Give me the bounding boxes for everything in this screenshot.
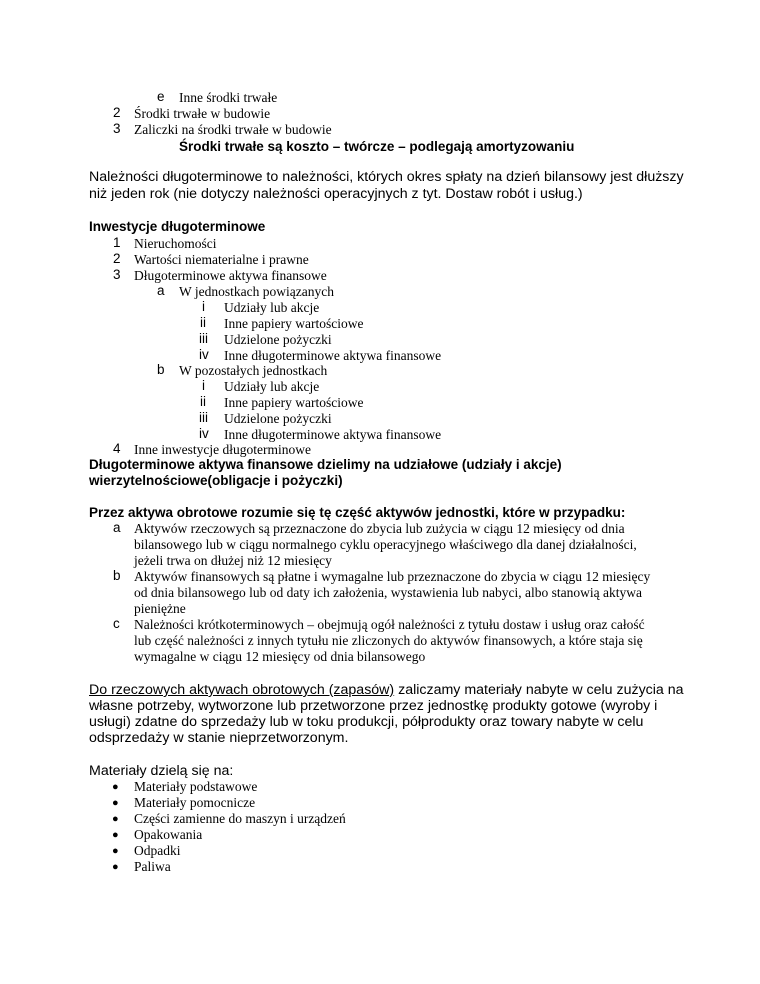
- list-marker-iv: iv: [199, 347, 209, 362]
- list-item-other-investments: Inne inwestycje długoterminowe: [134, 442, 311, 457]
- inventory-line1-rest: zaliczamy materiały nabyte w celu zużycia na: [394, 682, 684, 698]
- current-assets-c-line1: Należności krótkoterminowych – obejmują ogół należności z tytułu dostaw i usług oraz całość: [134, 617, 645, 632]
- list-item-shares: Udziały lub akcje: [224, 379, 320, 394]
- current-assets-a-line1: Aktywów rzeczowych są przeznaczone do zbycia lub zużycia w ciągu 12 miesięcy od dnia: [134, 521, 625, 536]
- heading-amortization: Środki trwałe są koszto – twórcze – podlegają amortyzowaniu: [179, 139, 575, 154]
- bullet-icon: ●: [112, 845, 119, 857]
- inventory-term: Do rzeczowych aktywach obrotowych (zapasów): [89, 682, 395, 698]
- list-item-material: Paliwa: [134, 859, 171, 874]
- list-marker-a: a: [113, 520, 121, 535]
- list-marker-c: c: [113, 616, 120, 631]
- current-assets-b-line3: pieniężne: [134, 601, 186, 616]
- list-item-loans: Udzielone pożyczki: [224, 411, 332, 426]
- list-marker-iii: iii: [199, 410, 208, 425]
- list-item-related-entities: W jednostkach powiązanych: [179, 284, 334, 299]
- list-marker-2: 2: [113, 251, 121, 266]
- list-item-material: Materiały podstawowe: [134, 779, 258, 794]
- bullet-icon: ●: [112, 781, 119, 793]
- list-marker-iii: iii: [199, 331, 208, 346]
- list-item-securities: Inne papiery wartościowe: [224, 316, 364, 331]
- statement-division-line2: wierzytelnościowe(obligacje i pożyczki): [89, 473, 343, 488]
- bullet-icon: ●: [112, 861, 119, 873]
- list-marker-ii: ii: [200, 315, 206, 330]
- list-marker-b: b: [113, 568, 121, 583]
- current-assets-b-line2: od dnia bilansowego lub od daty ich założenia, wystawienia lub nabyci, albo stanowią aktywa: [134, 585, 642, 600]
- paragraph-receivables-line1: Należności długoterminowe to należności, których okres spłaty na dzień bilansowy jest dłuższy: [89, 169, 684, 185]
- list-item-other-financial: Inne długoterminowe aktywa finansowe: [224, 427, 442, 442]
- heading-current-assets: Przez aktywa obrotowe rozumie się tę część aktywów jednostki, które w przypadku:: [89, 505, 626, 520]
- list-item-material: Opakowania: [134, 827, 203, 842]
- list-marker-3: 3: [113, 121, 121, 136]
- list-marker-i: i: [202, 299, 205, 314]
- list-item-real-estate: Nieruchomości: [134, 236, 217, 251]
- list-item-other-fixed-assets: Inne środki trwałe: [179, 90, 278, 105]
- list-marker-1: 1: [113, 235, 121, 250]
- paragraph-inventory-line1: [89, 682, 684, 698]
- list-marker-b: b: [157, 362, 165, 377]
- list-marker-e: e: [157, 89, 165, 104]
- list-item-material: Odpadki: [134, 843, 181, 858]
- list-marker-iv: iv: [199, 426, 209, 441]
- list-marker-3: 3: [113, 267, 121, 282]
- heading-materials: Materiały dzielą się na:: [89, 763, 234, 779]
- bullet-icon: ●: [112, 797, 119, 809]
- list-item-financial-assets: Długoterminowe aktywa finansowe: [134, 268, 327, 283]
- list-marker-ii: ii: [200, 394, 206, 409]
- list-marker-i: i: [202, 378, 205, 393]
- list-item-intangibles: Wartości niematerialne i prawne: [134, 252, 309, 267]
- paragraph-inventory-line2: własne potrzeby, wytworzone lub przetworzone przez jednostkę produkty gotowe (wyroby i: [89, 698, 658, 714]
- current-assets-c-line2: lub część należności z innych tytułu nie zliczonych do aktywów finansowych, a które staja się: [134, 633, 643, 648]
- bullet-icon: ●: [112, 829, 119, 841]
- list-item-loans: Udzielone pożyczki: [224, 332, 332, 347]
- list-item-other-financial: Inne długoterminowe aktywa finansowe: [224, 348, 442, 363]
- current-assets-c-line3: wymagalne w ciągu 12 miesięcy od dnia bilansowego: [134, 649, 426, 664]
- current-assets-a-line3: jeżeli trwa on dłużej niż 12 miesięcy: [134, 553, 332, 568]
- list-marker-a: a: [157, 283, 165, 298]
- list-item-material: Materiały pomocnicze: [134, 795, 256, 810]
- list-marker-2: 2: [113, 105, 121, 120]
- heading-long-term-investments: Inwestycje długoterminowe: [89, 219, 266, 234]
- list-item-material: Części zamienne do maszyn i urządzeń: [134, 811, 346, 826]
- current-assets-a-line2: bilansowego lub w ciągu normalnego cyklu operacyjnego właściwego dla danej działalności,: [134, 537, 637, 552]
- paragraph-inventory-line4: odsprzedaży w stanie nieprzetworzonym.: [89, 730, 349, 746]
- list-item-other-entities: W pozostałych jednostkach: [179, 363, 328, 378]
- statement-division-line1: Długoterminowe aktywa finansowe dzielimy na udziałowe (udziały i akcje): [89, 457, 562, 472]
- paragraph-receivables-line2: niż jeden rok (nie dotyczy należności operacyjnych z tyt. Dostaw robót i usług.): [89, 186, 583, 202]
- list-item-construction: Środki trwałe w budowie: [134, 106, 271, 121]
- list-marker-4: 4: [113, 441, 121, 456]
- list-item-securities: Inne papiery wartościowe: [224, 395, 364, 410]
- bullet-icon: ●: [112, 813, 119, 825]
- current-assets-b-line1: Aktywów finansowych są płatne i wymagalne lub przeznaczone do zbycia w ciągu 12 miesięcy: [134, 569, 651, 584]
- list-item-shares: Udziały lub akcje: [224, 300, 320, 315]
- paragraph-inventory-line3: usługi) zdatne do sprzedaży lub w toku produkcji, półprodukty oraz towary nabyte w celu: [89, 714, 644, 730]
- list-item-advances: Zaliczki na środki trwałe w budowie: [134, 122, 332, 137]
